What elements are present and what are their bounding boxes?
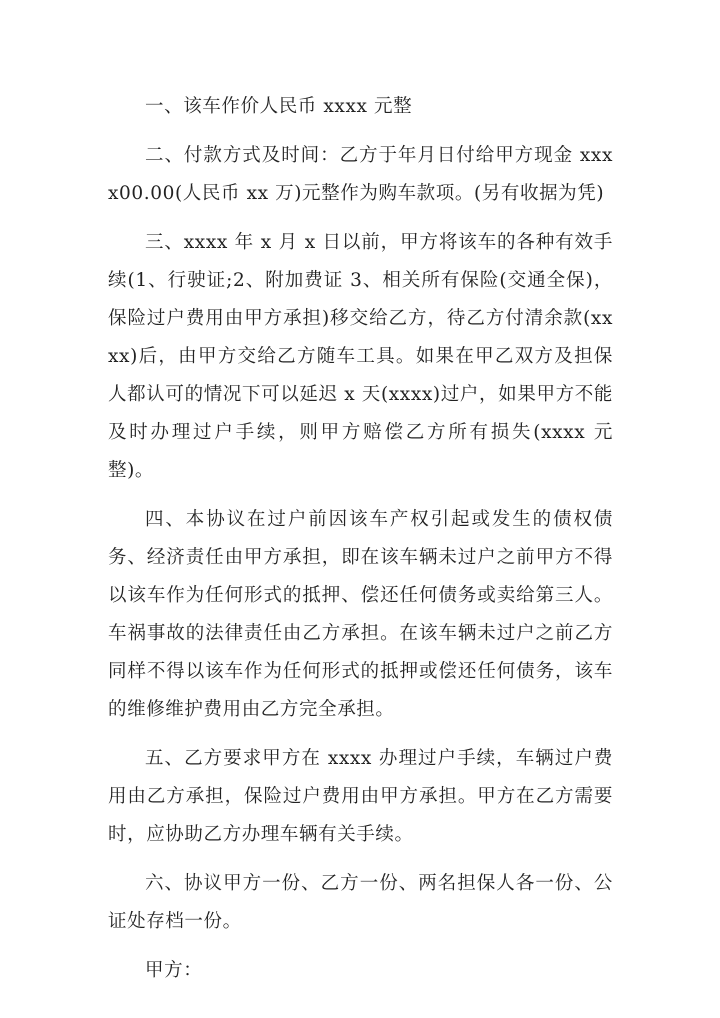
clause-price: 一、该车作价人民币 xxxx 元整 bbox=[145, 96, 413, 117]
clause-liability: 四、本协议在过户前因该车产权引起或发生的债权债务、经济责任由甲方承担，即在该车辆未过户之前甲方不得以该车作为任何形式的抵押、偿还任何债务或卖给第三人。车祸事故的法律责任由乙方承担。在该车辆未过户之前乙方同样不得以该车作为任何形式的抵押或偿还任何债务，该车的维修维护费用由乙方完全承担。 bbox=[108, 509, 613, 720]
clause-transfer-procedure: 五、乙方要求甲方在 xxxx 办理过户手续，车辆过户费用由乙方承担，保险过户费用由甲方承担。甲方在乙方需要时，应协助乙方办理车辆有关手续。 bbox=[108, 748, 613, 845]
clause-copies: 六、协议甲方一份、乙方一份、两名担保人各一份、公证处存档一份。 bbox=[108, 873, 613, 932]
party-a-signature-label: 甲方： bbox=[145, 960, 203, 981]
document-body bbox=[108, 88, 613, 1001]
clause-documents-transfer: 三、xxxx 年 x 月 x 日以前，甲方将该车的各种有效手续(1、行驶证;2、附加费证 3、相关所有保险(交通全保)，保险过户费用由甲方承担)移交给乙方，待乙方付清余款(xxxx)后，由甲方交给乙方随车工具。如果在甲乙双方及担保人都认可的情况下可以延迟 x 天(xxxx)过户，如果甲方不能及时办理过户手续，则甲方赔偿乙方所有损失(xxxx 元整)。 bbox=[108, 232, 613, 481]
clause-payment: 二、付款方式及时间：乙方于年月日付给甲方现金 xxxx00.00(人民币 xx 万)元整作为购车款项。(另有收据为凭) bbox=[108, 145, 613, 204]
